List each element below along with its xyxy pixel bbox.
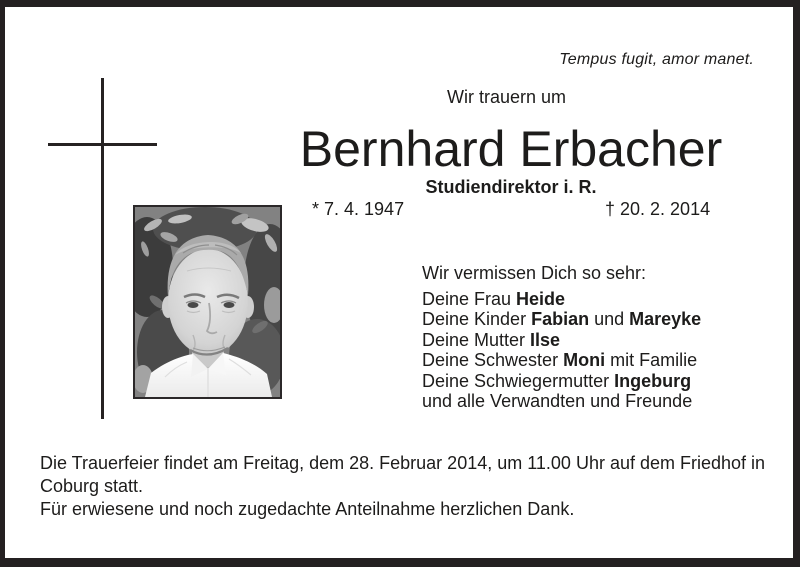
motto-text: Tempus fugit, amor manet.	[559, 51, 754, 68]
memorial-line: und alle Verwandten und Freunde	[422, 391, 693, 412]
cross-icon	[101, 78, 104, 419]
memorial-line: Deine Frau Heide	[422, 289, 566, 309]
name-block	[280, 123, 742, 198]
memorial-line: Deine Schwester Moni mit Familie	[422, 350, 698, 371]
memorial-line: Deine Kinder Fabian und Mareyke	[422, 309, 702, 330]
funeral-info-text: Die Trauerfeier findet am Freitag, dem 28. Februar 2014, um 11.00 Uhr auf dem Friedhof in Coburg statt.	[40, 453, 766, 496]
memorial-line: Deine Mutter Ilse	[422, 329, 561, 350]
portrait-photo	[133, 205, 282, 399]
memorial-heading: Wir vermissen Dich so sehr:	[422, 263, 647, 283]
deceased-title: Studiendirektor i. R.	[425, 177, 597, 197]
thanks-text: Für erwiesene und noch zugedachte Anteilnahme herzlichen Dank.	[40, 499, 575, 519]
cross-icon	[48, 143, 157, 146]
intro-text: Wir trauern um	[447, 87, 567, 107]
memorial-line: Deine Schwiegermutter Ingeburg	[422, 370, 692, 391]
portrait-photo-illustration	[135, 207, 280, 397]
birth-date: * 7. 4. 1947	[312, 199, 405, 219]
deceased-name: Bernhard Erbacher	[299, 121, 723, 177]
death-date: † 20. 2. 2014	[605, 199, 711, 219]
memorial-section	[422, 263, 762, 411]
obituary-paper	[5, 7, 793, 558]
memorial-lines	[422, 289, 762, 411]
